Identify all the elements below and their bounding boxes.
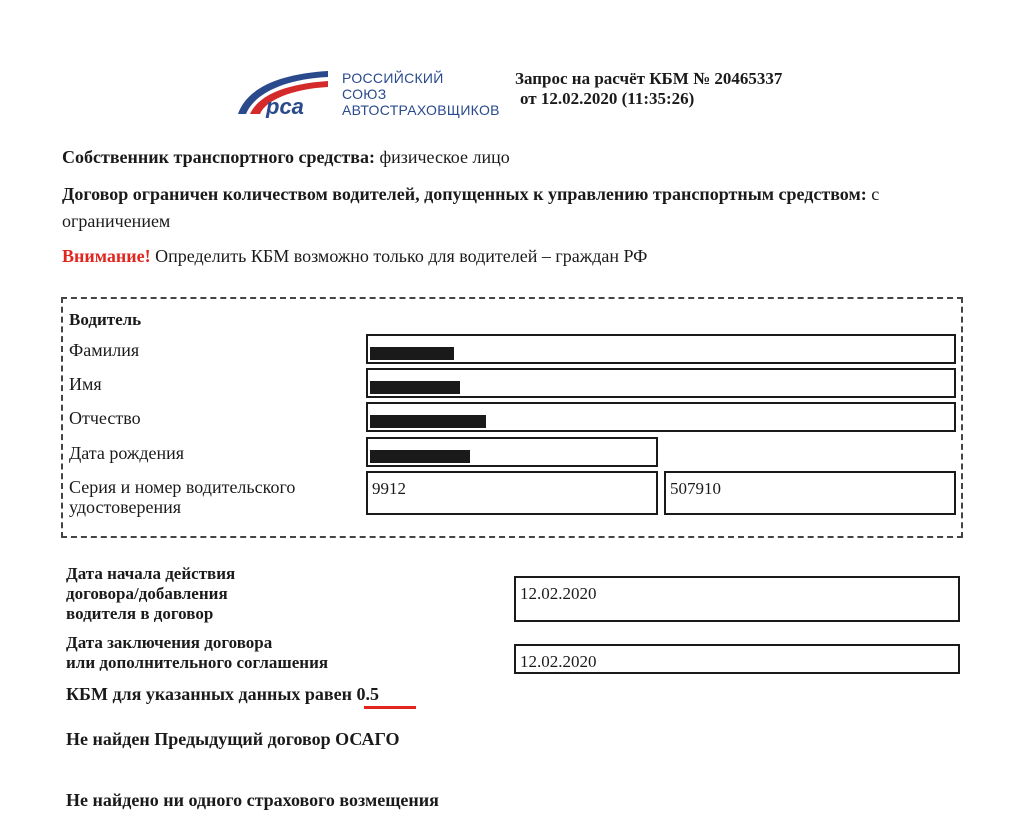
name-redaction — [370, 381, 460, 394]
kbm-result-line — [66, 684, 379, 705]
warning-text: Определить КБМ возможно только для водителей – граждан РФ — [155, 246, 648, 266]
start-date-label-line1: Дата начала действия — [66, 564, 236, 583]
contract-label: Договор ограничен количеством водителей, допущенных к управлению транспортным средством: — [62, 184, 867, 204]
prev-contract-status: Не найден Предыдущий договор ОСАГО — [66, 729, 400, 749]
birth-label: Дата рождения — [69, 443, 185, 463]
rsa-logo-icon — [236, 68, 332, 118]
warning-label: Внимание! — [62, 246, 151, 266]
rsa-logo — [236, 68, 500, 118]
patronymic-label: Отчество — [69, 408, 141, 428]
surname-field[interactable] — [366, 334, 956, 364]
conclusion-date-label-line1: Дата заключения договора — [66, 633, 273, 652]
owner-value: физическое лицо — [379, 147, 510, 167]
owner-line — [62, 147, 510, 168]
driver-heading: Водитель — [69, 310, 142, 329]
warning-line — [62, 246, 647, 267]
org-name-line2: СОЮЗ — [342, 86, 387, 102]
kbm-value: 0.5 — [356, 684, 380, 704]
license-number-field[interactable]: 507910 — [664, 471, 956, 515]
start-date-label-line3: водителя в договор — [66, 604, 214, 623]
birth-redaction — [370, 450, 470, 463]
kbm-underline — [364, 706, 416, 709]
conclusion-date-label — [66, 633, 328, 673]
start-date-field[interactable]: 12.02.2020 — [514, 576, 960, 622]
conclusion-date-field[interactable]: 12.02.2020 — [514, 644, 960, 674]
license-label-line1: Серия и номер водительского — [69, 477, 296, 497]
svg-text:pca: pca — [266, 94, 304, 118]
contract-line — [62, 184, 992, 205]
surname-label: Фамилия — [69, 340, 140, 360]
patronymic-redaction — [370, 415, 486, 428]
kbm-label: КБМ для указанных данных равен — [66, 684, 353, 704]
org-name-line1: РОССИЙСКИЙ — [342, 70, 444, 86]
start-date-label-line2: договора/добавления — [66, 584, 228, 603]
start-date-label — [66, 564, 235, 624]
license-series-field[interactable]: 9912 — [366, 471, 658, 515]
license-label-line2: удостоверения — [69, 497, 182, 517]
owner-label: Собственник транспортного средства: — [62, 147, 375, 167]
surname-redaction — [370, 347, 454, 360]
contract-value-part2: ограничением — [62, 211, 171, 231]
contract-value-part1: с — [871, 184, 880, 204]
name-label: Имя — [69, 374, 102, 394]
claims-status: Не найдено ни одного страхового возмещения — [66, 790, 439, 810]
request-date: от 12.02.2020 (11:35:26) — [520, 89, 695, 108]
request-title: Запрос на расчёт КБМ № 20465337 — [515, 69, 783, 88]
conclusion-date-label-line2: или дополнительного соглашения — [66, 653, 329, 672]
org-name-line3: АВТОСТРАХОВЩИКОВ — [342, 102, 500, 118]
